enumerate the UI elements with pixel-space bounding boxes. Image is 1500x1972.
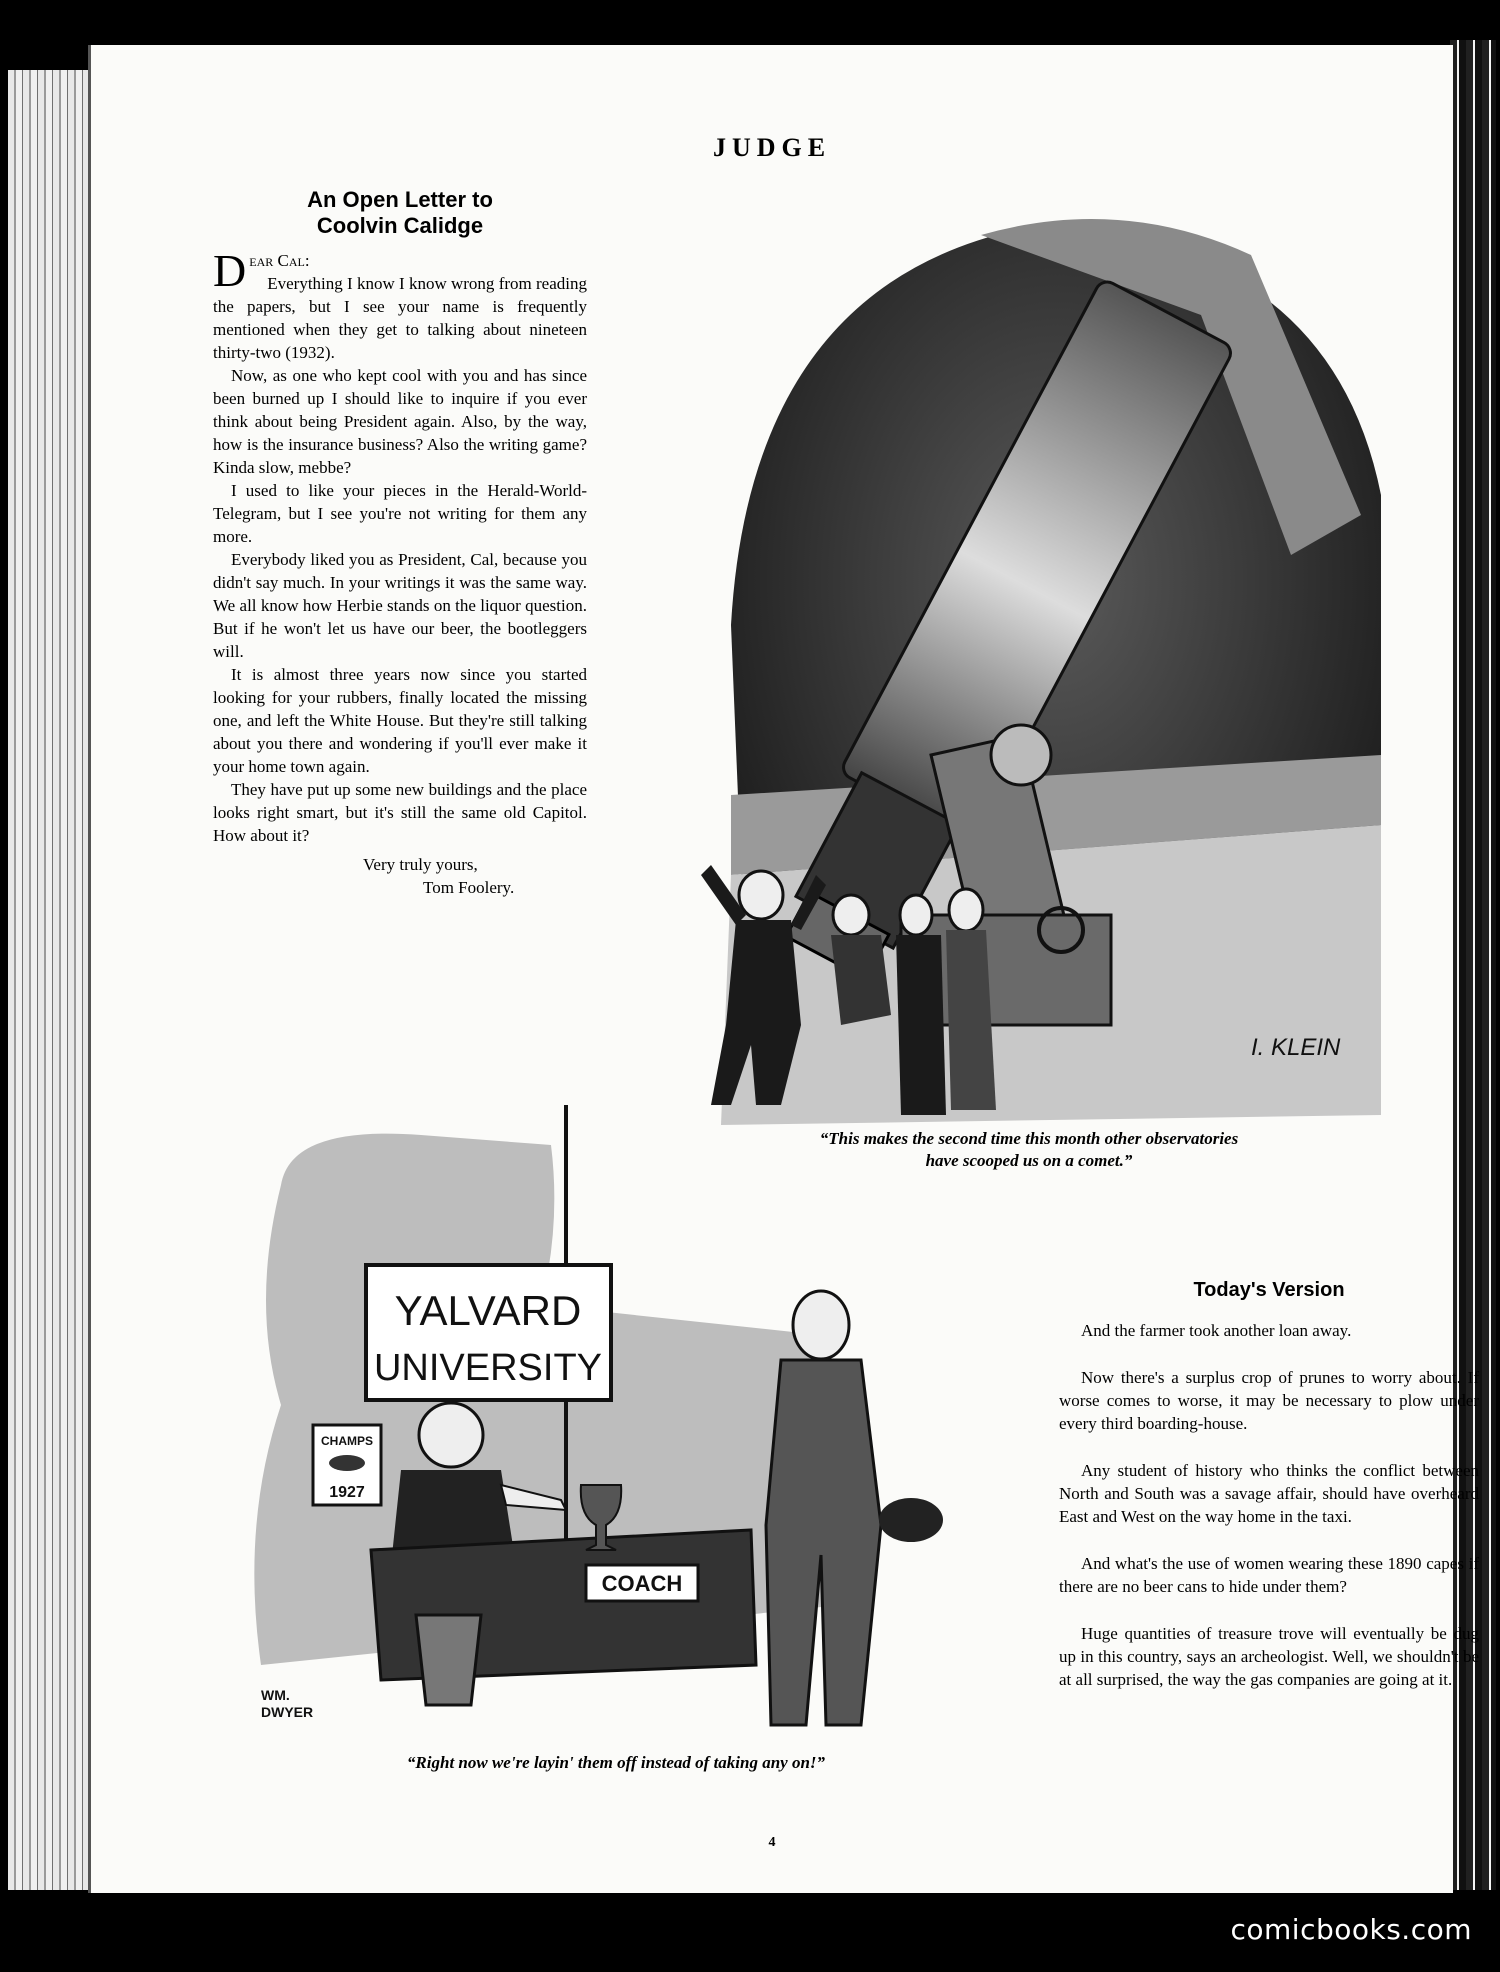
letter-salutation-line	[213, 245, 587, 296]
article-title	[213, 187, 587, 239]
masthead: JUDGE	[712, 133, 832, 162]
letter-paragraph: Everybody liked you as President, Cal, because you didn't say much. In your writings it was the same way. We all know how Herbie stands on the liquor question. But if he won't let us have our beer, the bootleggers will.	[213, 550, 587, 661]
version-paragraph: And the farmer took another loan away.	[1081, 1321, 1352, 1340]
todays-version-title: Today's Version	[1193, 1279, 1345, 1301]
todays-version-column	[1059, 1277, 1479, 1715]
coach-caption: “Right now we're layin' them off instead of taking any on!”	[406, 1753, 826, 1772]
article-title-line1: An Open Letter to	[307, 187, 493, 212]
champs-pennant-line2: 1927	[329, 1484, 365, 1501]
page-stack-edge	[8, 70, 93, 1890]
observatory-caption-line1: “This makes the second time this month other observatories	[819, 1129, 1239, 1148]
letter-paragraph: It is almost three years now since you started looking for your rubbers, finally located the missing one, and left the White House. But they're still talking about you there and wondering if you'll ever make it your home town again.	[213, 665, 587, 776]
signature: Tom Foolery.	[423, 878, 515, 897]
version-paragraph: Any student of history who thinks the conflict between North and South was a savage affair, should have overheard East and West on the way home in the taxi.	[1059, 1461, 1479, 1526]
dwyer-signature-line1: WM.	[261, 1687, 290, 1703]
university-sign-line2: UNIVERSITY	[373, 1347, 603, 1389]
football-icon	[329, 1455, 365, 1471]
dwyer-signature-line2: DWYER	[261, 1704, 314, 1720]
letter-body	[213, 245, 587, 899]
mount-wheel	[991, 725, 1051, 785]
salutation: ear Cal:	[249, 251, 310, 270]
page-number: 4	[768, 1835, 776, 1850]
version-paragraph: And what's the use of women wearing these 1890 capes if there are no beer cans to hide under them?	[1059, 1554, 1479, 1596]
observatory-cartoon	[641, 195, 1421, 1155]
article-title-line2: Coolvin Calidge	[316, 213, 484, 238]
coach-desk-sign-label: COACH	[601, 1571, 683, 1596]
watermark-logo: comicbooks.com	[1230, 1913, 1472, 1946]
version-paragraph: Now there's a surplus crop of prunes to worry about. If worse comes to worse, it may be necessary to plow under every third boarding-house.	[1059, 1368, 1479, 1433]
letter-paragraph: Everything I know I know wrong from reading the papers, but I see your name is frequently mentioned when they get to talking about nineteen thirty-two (1932).	[213, 274, 587, 362]
champs-pennant-line1: CHAMPS	[320, 1434, 374, 1448]
open-letter-article	[213, 187, 587, 899]
university-sign-line1: YALVARD	[394, 1287, 582, 1334]
letter-paragraph: I used to like your pieces in the Herald-World-Telegram, but I see you're not writing for them any more.	[213, 481, 587, 546]
closing-phrase: Very truly yours,	[363, 855, 478, 874]
letter-closing	[213, 853, 587, 899]
magazine-page	[88, 45, 1479, 1893]
waste-basket	[416, 1615, 481, 1705]
drop-cap: D	[213, 245, 247, 296]
letter-paragraph: Now, as one who kept cool with you and has since been burned up I should like to inquire if you ever think about being President again. Also, by the way, how is the insurance business? Also the writing game? Kinda slow, mebbe?	[213, 366, 587, 477]
version-paragraph: Huge quantities of treasure trove will eventually be dug up in this country, says an archeologist. Well, we shouldn't be at all surprised, the way the gas companies are going at it.	[1059, 1624, 1479, 1689]
observatory-caption-line2: have scooped us on a comet.”	[925, 1151, 1133, 1170]
coach-office-cartoon	[221, 1105, 1001, 1805]
letter-paragraph: They have put up some new buildings and the place looks right smart, but it's still the same old Capitol. How about it?	[213, 780, 587, 845]
klein-signature: I. KLEIN	[1251, 1034, 1341, 1061]
